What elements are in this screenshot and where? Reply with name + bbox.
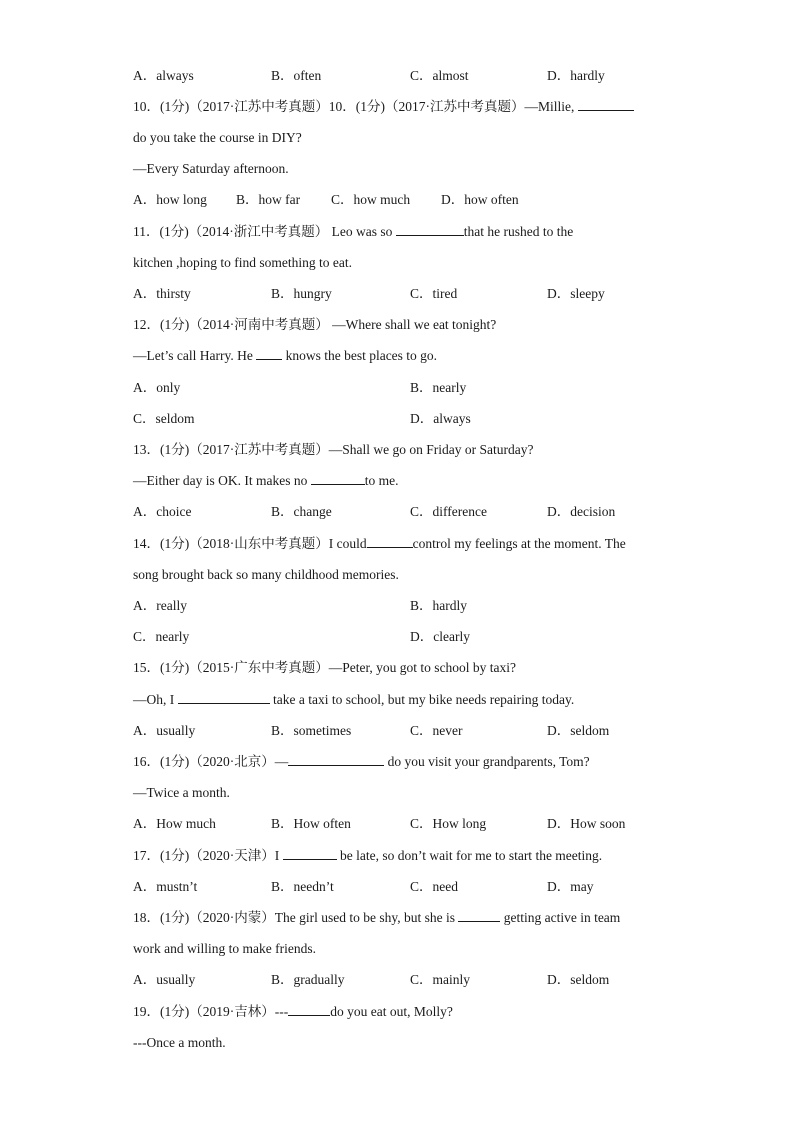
q11-prefix: 11．(1分)（2014·浙江中考真题） Leo was so bbox=[133, 224, 393, 239]
q14-line2: song brought back so many childhood memories. bbox=[133, 567, 399, 582]
q12-option-a[interactable]: A．only bbox=[133, 380, 181, 395]
q19-blank bbox=[288, 1003, 330, 1016]
q11-stem bbox=[133, 223, 573, 241]
q18-line2: work and willing to make friends. bbox=[133, 941, 316, 956]
q14-suffix: control my feelings at the moment. The bbox=[412, 536, 626, 551]
q14-prefix: 14．(1分)（2018·山东中考真题）I could bbox=[133, 536, 367, 551]
q10-option-d[interactable]: D．how often bbox=[441, 192, 519, 207]
q18-option-a[interactable]: A．usually bbox=[133, 972, 196, 987]
q13-prefix: —Either day is OK. It makes no bbox=[133, 473, 308, 488]
q18-blank bbox=[458, 909, 500, 922]
q9-option-c[interactable]: C．almost bbox=[410, 68, 469, 83]
q15-stem: 15．(1分)（2015·广东中考真题）—Peter, you got to school by taxi? bbox=[133, 660, 517, 675]
q10-option-a[interactable]: A．how long bbox=[133, 192, 207, 207]
q16-option-a[interactable]: A．How much bbox=[133, 816, 216, 831]
q13-line2 bbox=[133, 472, 398, 490]
q13-option-b[interactable]: B．change bbox=[271, 504, 332, 519]
q14-blank bbox=[367, 535, 413, 548]
q13-suffix: to me. bbox=[364, 473, 399, 488]
q16-line2: —Twice a month. bbox=[133, 785, 230, 800]
q17-stem bbox=[133, 847, 602, 865]
q18-stem bbox=[133, 909, 620, 927]
q13-stem: 13．(1分)（2017·江苏中考真题）—Shall we go on Friday or Saturday? bbox=[133, 442, 534, 457]
q12-option-b[interactable]: B．nearly bbox=[410, 380, 467, 395]
q15-suffix: take a taxi to school, but my bike needs repairing today. bbox=[273, 692, 575, 707]
q12-line2 bbox=[133, 347, 437, 365]
q10-line2: do you take the course in DIY? bbox=[133, 130, 302, 145]
q15-prefix: —Oh, I bbox=[133, 692, 175, 707]
q19-stem bbox=[133, 1003, 453, 1021]
q18-option-c[interactable]: C．mainly bbox=[410, 972, 470, 987]
q11-line2: kitchen ,hoping to find something to eat. bbox=[133, 255, 352, 270]
q17-option-b[interactable]: B．needn’t bbox=[271, 879, 334, 894]
q13-option-a[interactable]: A．choice bbox=[133, 504, 192, 519]
q14-stem bbox=[133, 535, 626, 553]
q15-option-d[interactable]: D．seldom bbox=[547, 723, 610, 738]
q16-option-b[interactable]: B．How often bbox=[271, 816, 351, 831]
q17-option-d[interactable]: D．may bbox=[547, 879, 594, 894]
q12-blank bbox=[256, 347, 282, 360]
q14-option-a[interactable]: A．really bbox=[133, 598, 187, 613]
q12-prefix: —Let’s call Harry. He bbox=[133, 348, 253, 363]
q16-prefix: 16．(1分)（2020·北京）— bbox=[133, 754, 289, 769]
q15-option-b[interactable]: B．sometimes bbox=[271, 723, 352, 738]
q11-option-b[interactable]: B．hungry bbox=[271, 286, 332, 301]
q14-option-b[interactable]: B．hardly bbox=[410, 598, 467, 613]
q11-suffix: that he rushed to the bbox=[463, 224, 574, 239]
q10-option-b[interactable]: B．how far bbox=[236, 192, 301, 207]
q16-option-c[interactable]: C．How long bbox=[410, 816, 487, 831]
q15-option-c[interactable]: C．never bbox=[410, 723, 463, 738]
q13-blank bbox=[311, 472, 365, 485]
q10-blank bbox=[578, 98, 634, 111]
q13-option-d[interactable]: D．decision bbox=[547, 504, 616, 519]
q10-stem bbox=[133, 98, 634, 116]
q14-option-c[interactable]: C．nearly bbox=[133, 629, 190, 644]
q10-prefix: 10．(1分)（2017·江苏中考真题）10．(1分)（2017·江苏中考真题）—Millie, bbox=[133, 99, 575, 114]
q9-option-b[interactable]: B．often bbox=[271, 68, 322, 83]
q16-option-d[interactable]: D．How soon bbox=[547, 816, 626, 831]
q12-option-c[interactable]: C．seldom bbox=[133, 411, 195, 426]
q19-prefix: 19．(1分)（2019·吉林）--- bbox=[133, 1004, 289, 1019]
q14-option-d[interactable]: D．clearly bbox=[410, 629, 470, 644]
q16-stem bbox=[133, 753, 590, 771]
q10-answer: —Every Saturday afternoon. bbox=[133, 161, 289, 176]
q11-blank bbox=[396, 223, 464, 236]
q15-option-a[interactable]: A．usually bbox=[133, 723, 196, 738]
q11-option-c[interactable]: C．tired bbox=[410, 286, 458, 301]
q17-prefix: 17．(1分)（2020·天津）I bbox=[133, 848, 280, 863]
q9-option-d[interactable]: D．hardly bbox=[547, 68, 605, 83]
q15-blank bbox=[178, 691, 270, 704]
q17-suffix: be late, so don’t wait for me to start the meeting. bbox=[339, 848, 603, 863]
q16-blank bbox=[288, 753, 384, 766]
q17-option-c[interactable]: C．need bbox=[410, 879, 458, 894]
q9-option-a[interactable]: A．always bbox=[133, 68, 194, 83]
q17-blank bbox=[283, 847, 337, 860]
q10-option-c[interactable]: C．how much bbox=[331, 192, 411, 207]
q18-option-b[interactable]: B．gradually bbox=[271, 972, 345, 987]
q19-suffix: do you eat out, Molly? bbox=[330, 1004, 453, 1019]
q19-line2: ---Once a month. bbox=[133, 1035, 226, 1050]
q11-option-a[interactable]: A．thirsty bbox=[133, 286, 191, 301]
q13-option-c[interactable]: C．difference bbox=[410, 504, 487, 519]
q16-suffix: do you visit your grandparents, Tom? bbox=[387, 754, 590, 769]
q12-suffix: knows the best places to go. bbox=[285, 348, 438, 363]
q18-option-d[interactable]: D．seldom bbox=[547, 972, 610, 987]
q12-option-d[interactable]: D．always bbox=[410, 411, 471, 426]
q18-prefix: 18．(1分)（2020·内蒙）The girl used to be shy, but she is bbox=[133, 910, 455, 925]
q17-option-a[interactable]: A．mustn’t bbox=[133, 879, 198, 894]
q18-suffix: getting active in team bbox=[503, 910, 621, 925]
q12-stem: 12．(1分)（2014·河南中考真题） —Where shall we eat tonight? bbox=[133, 317, 497, 332]
q11-option-d[interactable]: D．sleepy bbox=[547, 286, 605, 301]
q15-line2 bbox=[133, 691, 574, 709]
